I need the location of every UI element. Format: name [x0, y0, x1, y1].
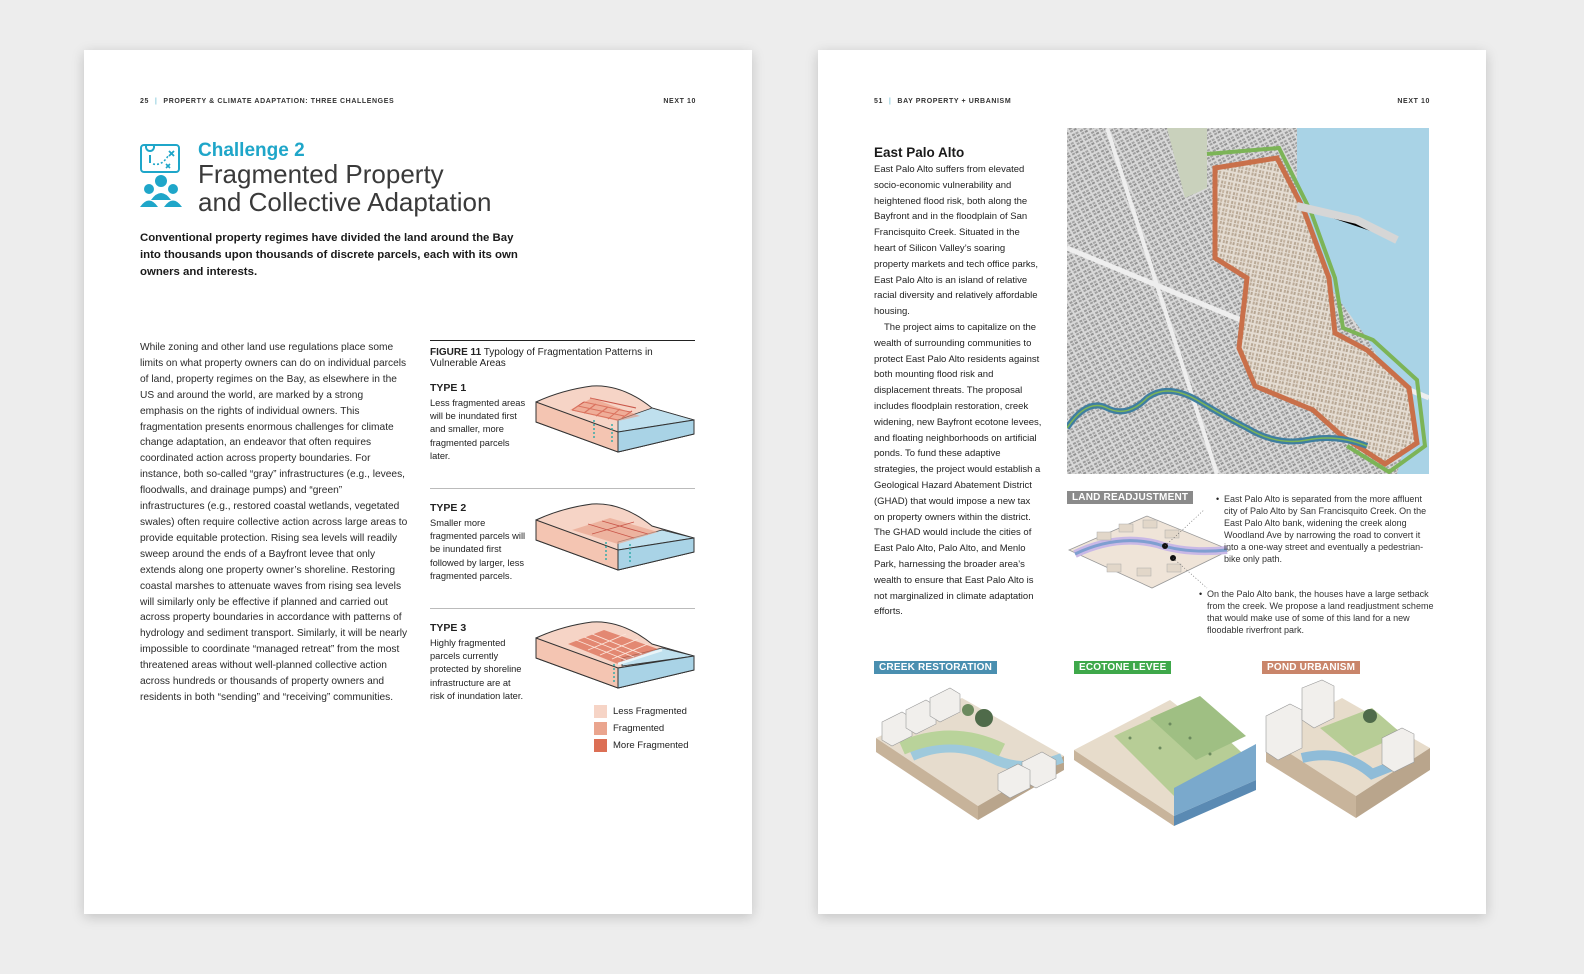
- type-2-description: Smaller more fragmented parcels will be inundated first followed by larger, less fragmented parcels.: [430, 518, 526, 581]
- page-number: 25: [140, 98, 149, 105]
- ecotone-levee-illustration: [1070, 678, 1260, 826]
- challenge-people-icon: [140, 144, 184, 212]
- right-page: [818, 50, 1486, 914]
- title-line-1: Fragmented Property: [198, 159, 444, 189]
- pond-urbanism-illustration: [1262, 678, 1434, 826]
- paragraph-1: East Palo Alto suffers from elevated socio-economic vulnerability and heightened flood risk, both along the Bayfront and in the floodplain of San Francisquito Creek. Situated in the heart of Silicon Valley’s soaring property markets and tech office parks, East Palo Alto is an island of relative racial diversity and relatively affordable housing.: [874, 164, 1039, 318]
- legend-item: [594, 703, 689, 720]
- legend-item: [594, 737, 689, 754]
- type-separator: [430, 488, 695, 489]
- east-palo-alto-map: [1067, 128, 1429, 474]
- legend-item: [594, 720, 689, 737]
- legend-swatch: [594, 722, 607, 735]
- ecotone-levee-tag: ECOTONE LEVEE: [1074, 661, 1171, 674]
- running-head-section: BAY PROPERTY + URBANISM: [897, 98, 1012, 105]
- running-head-left: 25 | PROPERTY & CLIMATE ADAPTATION: THREE CHALLENGES: [140, 98, 395, 105]
- type-2-diagram: [532, 498, 698, 576]
- page-number: 51: [874, 98, 883, 105]
- page-title: [198, 160, 618, 216]
- figure-legend: [594, 703, 689, 754]
- paragraph-2: The project aims to capitalize on the wealth of surrounding communities to protect East Palo Alto residents against both mounting flood risk and displacement threats. The proposal includes floodplain restoration, creek widening, new Bayfront ecotone levees, and floating neighborhoods on artificial ponds. To fund these adaptive strategies, the project would establish a Geological Hazard Abatement District (GHAD) that would impose a new tax on property owners within the district. The GHAD would include the cities of East Palo Alto, Palo Alto, and Menlo Park, harnessing the broader area’s wealth to ensure that East Palo Alto is not marginalized in climate adaptation efforts.: [874, 321, 1042, 618]
- section-body: [874, 162, 1042, 620]
- figure-top-rule: [430, 340, 695, 341]
- type-3-description: Highly fragmented parcels currently protected by shoreline infrastructure are at risk of inundation later.: [430, 638, 524, 701]
- lead-paragraph: Conventional property regimes have divided the land around the Bay into thousands upon thousands of discrete parcels, each with its own owners and interests.: [140, 232, 518, 278]
- creek-restoration-tag: CREEK RESTORATION: [874, 661, 997, 674]
- legend-label: More Fragmented: [613, 740, 689, 751]
- type-3-label: TYPE 3: [430, 622, 467, 634]
- type-1-label: TYPE 1: [430, 382, 467, 394]
- type-3-diagram: [532, 616, 698, 694]
- running-head-publisher: NEXT 10: [663, 98, 696, 105]
- left-page: [84, 50, 752, 914]
- figure-label: FIGURE 11: [430, 347, 482, 358]
- pond-urbanism-tag: POND URBANISM: [1262, 661, 1360, 674]
- land-readjustment-tag: LAND READJUSTMENT: [1067, 491, 1193, 504]
- running-head-section: PROPERTY & CLIMATE ADAPTATION: THREE CHALLENGES: [163, 98, 395, 105]
- body-text: While zoning and other land use regulations place some limits on what property owners can do on individual parcels of land, property regimes on the Bay, as elsewhere in the US and around the world, are marked by a strong emphasis on the rights of individual owners. This fragmentation presents enormous challenges for climate change adaptation, an endeavor that often requires coordinated action across property boundaries. For instance, both so-called “gray” infrastructures (e.g., levees, floodwalls, and drainage pumps) and “green” infrastructures (e.g., restored coastal wetlands, vegetated swales) often require collective action across large areas to provide equitable protection. Rising sea levels will readily sweep around the ends of a Bayfront levee that only extends along one property owner’s shoreline. Restoring coastal marshes to attenuate waves from rising sea levels will similarly only be effective if planned and carried out across property boundaries in accordance with patterns of hydrology and sediment transport. Similarly, it will be nearly impossible to coordinate “managed retreat” from the most threatened areas without well-planned collective action across hundreds or thousands of property owners and residents in both “sending” and “receiving” communities.: [140, 342, 408, 703]
- type-3-block: [430, 622, 526, 703]
- figure-caption: Typology of Fragmentation Patterns in Vulnerable Areas: [430, 347, 653, 369]
- type-separator: [430, 608, 695, 609]
- type-2-block: [430, 502, 526, 583]
- type-1-description: Less fragmented areas will be inundated first and smaller, more fragmented parcels later.: [430, 398, 526, 461]
- legend-swatch: [594, 739, 607, 752]
- running-head-publisher: NEXT 10: [1397, 98, 1430, 105]
- type-2-label: TYPE 2: [430, 502, 467, 514]
- figure-title: [430, 347, 695, 369]
- running-head-left: 51 | BAY PROPERTY + URBANISM: [874, 98, 1012, 105]
- section-heading: East Palo Alto: [874, 145, 965, 160]
- land-readjustment-diagram: [1067, 510, 1232, 590]
- legend-label: Less Fragmented: [613, 706, 687, 717]
- readjustment-note-1: • East Palo Alto is separated from the more affluent city of Palo Alto by San Francisquito Creek. On the East Palo Alto bank, widening the creek along Woodland Ave by narrowing the road to convert it into a one-way street and eventually a pedestrian-bike only path.: [1224, 493, 1432, 565]
- type-1-diagram: [532, 380, 698, 458]
- readjustment-note-2: • On the Palo Alto bank, the houses have a large setback from the creek. We propose a land readjustment scheme that would make use of some of this land for a new floodable riverfront park.: [1207, 588, 1439, 636]
- type-1-block: [430, 382, 526, 463]
- challenge-label: Challenge 2: [198, 140, 305, 161]
- title-line-2: and Collective Adaptation: [198, 187, 492, 217]
- legend-label: Fragmented: [613, 723, 665, 734]
- legend-swatch: [594, 705, 607, 718]
- creek-restoration-illustration: [872, 678, 1068, 826]
